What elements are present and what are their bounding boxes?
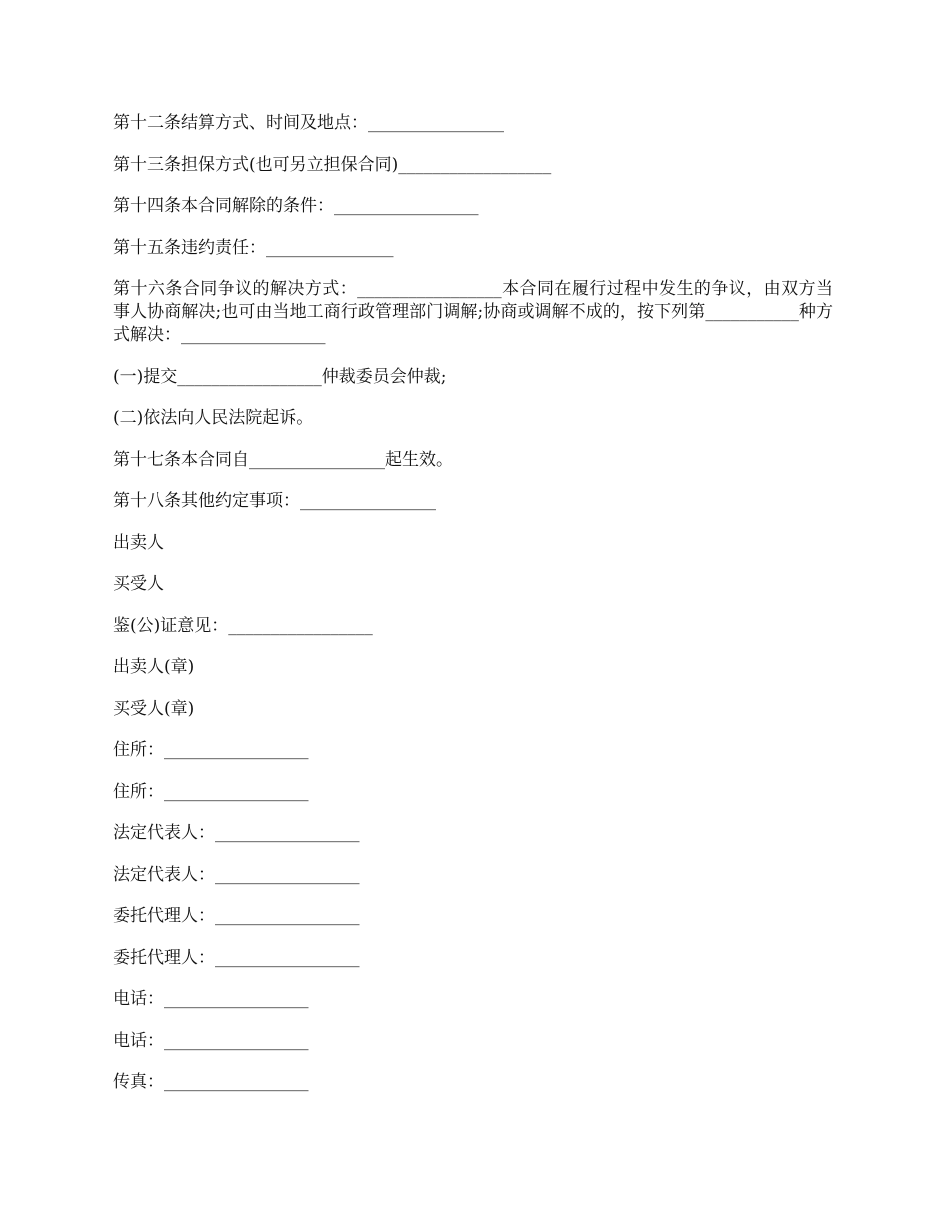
clause-18-other: 第十八条其他约定事项：________________ — [113, 491, 436, 511]
clause-12-settlement: 第十二条结算方式、时间及地点：________________ — [113, 113, 504, 133]
notary-opinion: 鉴(公)证意见：_________________ — [113, 615, 373, 636]
dispute-option-litigation: (二)依法向人民法院起诉。 — [113, 408, 314, 428]
seller-address: 住所：_________________ — [113, 740, 309, 760]
buyer-agent: 委托代理人：_________________ — [113, 947, 360, 968]
contract-page — [113, 112, 833, 1113]
buyer-seal: 买受人(章) — [113, 698, 195, 719]
clause-15-liability: 第十五条违约责任：_______________ — [113, 237, 394, 258]
seller-legal-rep: 法定代表人：_________________ — [113, 823, 360, 843]
seller-phone: 电话：_________________ — [113, 989, 309, 1009]
clause-14-termination: 第十四条本合同解除的条件：_________________ — [113, 196, 479, 216]
clause-17-effective: 第十七条本合同自________________起生效。 — [113, 449, 453, 470]
seller-label: 出卖人 — [113, 532, 164, 553]
buyer-phone: 电话：_________________ — [113, 1030, 309, 1051]
buyer-legal-rep: 法定代表人：_________________ — [113, 864, 360, 885]
seller-agent: 委托代理人：_________________ — [113, 906, 360, 926]
dispute-option-arbitration: (一)提交_________________仲裁委员会仲裁; — [113, 366, 447, 387]
buyer-address: 住所：_________________ — [113, 781, 309, 802]
fax: 传真：_________________ — [113, 1072, 309, 1092]
clause-16-dispute: 第十六条合同争议的解决方式：_________________本合同在履行过程中发生的争议，由双方当事人协商解决;也可由当地工商行政管理部门调解;协商或调解不成的，按下列第___________种方式解决：_________________ — [113, 279, 833, 345]
buyer-label: 买受人 — [113, 574, 164, 594]
clause-13-guarantee: 第十三条担保方式(也可另立担保合同)__________________ — [113, 154, 552, 175]
seller-seal: 出卖人(章) — [113, 657, 195, 677]
